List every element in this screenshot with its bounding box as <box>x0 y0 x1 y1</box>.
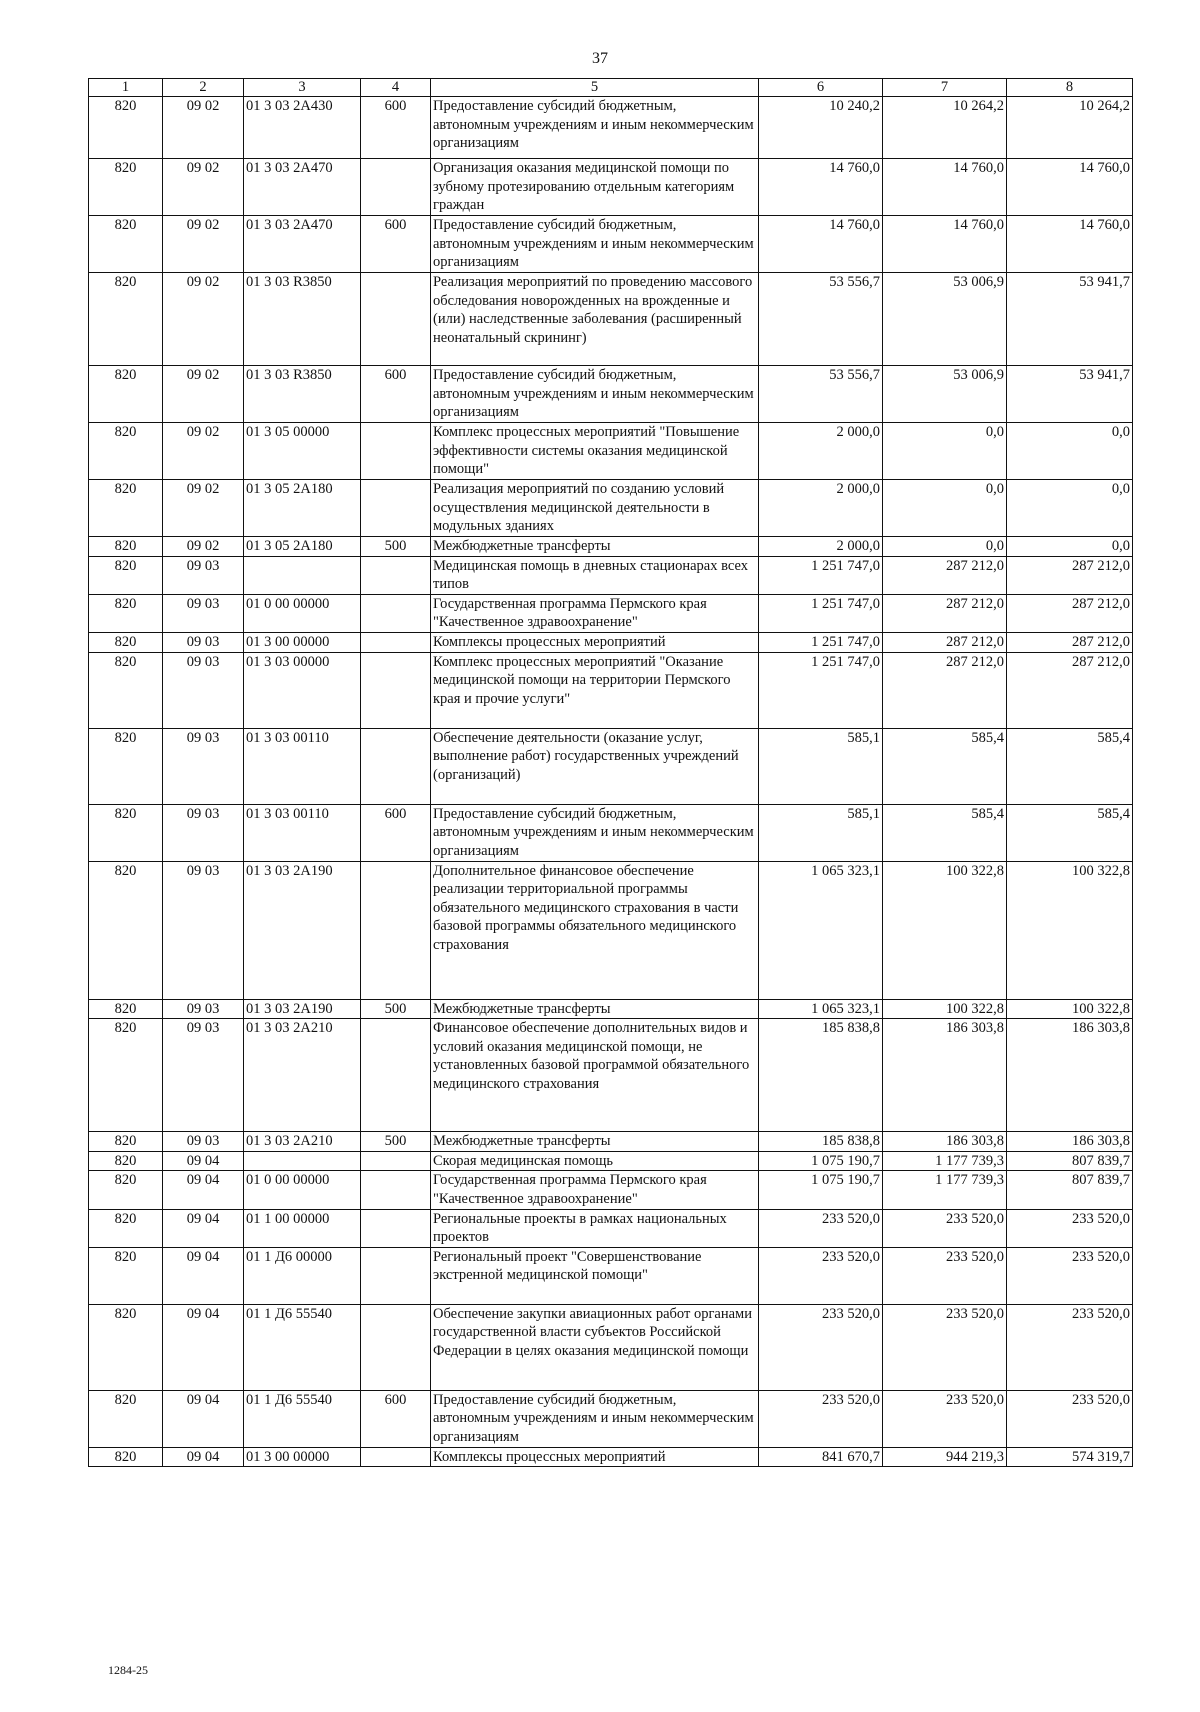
amount-year3-cell: 585,4 <box>1007 728 1133 804</box>
amount-year2-cell: 585,4 <box>883 728 1007 804</box>
amount-year3-cell: 233 520,0 <box>1007 1304 1133 1390</box>
section-code-cell: 09 02 <box>163 216 244 273</box>
expense-type-cell <box>361 1019 431 1132</box>
table-row <box>89 1209 1133 1247</box>
section-code-cell: 09 03 <box>163 652 244 728</box>
description-cell: Предоставление субсидий бюджетным, автономным учреждениям и иным некоммерческим организациям <box>431 216 759 273</box>
amount-year2-cell: 287 212,0 <box>883 556 1007 594</box>
ministry-code-cell: 820 <box>89 1132 163 1152</box>
amount-year1-cell: 185 838,8 <box>759 1132 883 1152</box>
amount-year1-cell: 14 760,0 <box>759 159 883 216</box>
amount-year3-cell: 14 760,0 <box>1007 216 1133 273</box>
description-cell: Реализация мероприятий по проведению массового обследования новорожденных на врожденные и (или) наследственные заболевания (расширенный неонатальный скрининг) <box>431 273 759 366</box>
expense-type-cell <box>361 632 431 652</box>
section-code-cell: 09 04 <box>163 1247 244 1304</box>
expense-type-cell <box>361 1151 431 1171</box>
description-cell: Комплексы процессных мероприятий <box>431 632 759 652</box>
section-code-cell: 09 03 <box>163 861 244 999</box>
ministry-code-cell: 820 <box>89 652 163 728</box>
target-article-cell: 01 3 03 2А470 <box>244 159 361 216</box>
amount-year1-cell: 1 251 747,0 <box>759 652 883 728</box>
amount-year3-cell: 585,4 <box>1007 804 1133 861</box>
amount-year3-cell: 53 941,7 <box>1007 273 1133 366</box>
ministry-code-cell: 820 <box>89 480 163 537</box>
column-header: 1 <box>89 79 163 97</box>
target-article-cell: 01 0 00 00000 <box>244 1171 361 1209</box>
column-header: 8 <box>1007 79 1133 97</box>
table-row <box>89 861 1133 999</box>
amount-year2-cell: 944 219,3 <box>883 1447 1007 1467</box>
section-code-cell: 09 04 <box>163 1171 244 1209</box>
amount-year3-cell: 100 322,8 <box>1007 861 1133 999</box>
table-row <box>89 632 1133 652</box>
amount-year1-cell: 14 760,0 <box>759 216 883 273</box>
table-row <box>89 216 1133 273</box>
section-code-cell: 09 02 <box>163 480 244 537</box>
amount-year1-cell: 841 670,7 <box>759 1447 883 1467</box>
ministry-code-cell: 820 <box>89 216 163 273</box>
amount-year3-cell: 0,0 <box>1007 537 1133 557</box>
amount-year3-cell: 574 319,7 <box>1007 1447 1133 1467</box>
amount-year3-cell: 0,0 <box>1007 480 1133 537</box>
amount-year3-cell: 287 212,0 <box>1007 556 1133 594</box>
target-article-cell: 01 3 05 2А180 <box>244 537 361 557</box>
amount-year1-cell: 185 838,8 <box>759 1019 883 1132</box>
section-code-cell: 09 02 <box>163 159 244 216</box>
section-code-cell: 09 03 <box>163 632 244 652</box>
description-cell: Финансовое обеспечение дополнительных видов и условий оказания медицинской помощи, не установленных базовой программой обязательного медицинского страхования <box>431 1019 759 1132</box>
document-code: 1284-25 <box>108 1663 148 1677</box>
target-article-cell: 01 3 03 00110 <box>244 728 361 804</box>
section-code-cell: 09 02 <box>163 273 244 366</box>
ministry-code-cell: 820 <box>89 1390 163 1447</box>
amount-year3-cell: 186 303,8 <box>1007 1132 1133 1152</box>
amount-year1-cell: 585,1 <box>759 804 883 861</box>
description-cell: Скорая медицинская помощь <box>431 1151 759 1171</box>
expense-type-cell <box>361 728 431 804</box>
ministry-code-cell: 820 <box>89 861 163 999</box>
section-code-cell: 09 03 <box>163 1132 244 1152</box>
ministry-code-cell: 820 <box>89 594 163 632</box>
amount-year2-cell: 233 520,0 <box>883 1390 1007 1447</box>
amount-year2-cell: 186 303,8 <box>883 1019 1007 1132</box>
expense-type-cell <box>361 159 431 216</box>
amount-year1-cell: 1 075 190,7 <box>759 1171 883 1209</box>
ministry-code-cell: 820 <box>89 423 163 480</box>
table-row <box>89 1247 1133 1304</box>
amount-year3-cell: 0,0 <box>1007 423 1133 480</box>
amount-year2-cell: 0,0 <box>883 480 1007 537</box>
section-code-cell: 09 04 <box>163 1304 244 1390</box>
target-article-cell: 01 3 03 2А210 <box>244 1019 361 1132</box>
section-code-cell: 09 03 <box>163 999 244 1019</box>
section-code-cell: 09 04 <box>163 1151 244 1171</box>
table-row <box>89 1390 1133 1447</box>
amount-year1-cell: 2 000,0 <box>759 480 883 537</box>
section-code-cell: 09 03 <box>163 594 244 632</box>
amount-year3-cell: 233 520,0 <box>1007 1209 1133 1247</box>
amount-year1-cell: 1 251 747,0 <box>759 556 883 594</box>
target-article-cell: 01 1 00 00000 <box>244 1209 361 1247</box>
target-article-cell: 01 3 03 R3850 <box>244 366 361 423</box>
table-row <box>89 273 1133 366</box>
target-article-cell: 01 0 00 00000 <box>244 594 361 632</box>
target-article-cell: 01 3 05 00000 <box>244 423 361 480</box>
section-code-cell: 09 02 <box>163 423 244 480</box>
amount-year2-cell: 287 212,0 <box>883 632 1007 652</box>
section-code-cell: 09 03 <box>163 556 244 594</box>
description-cell: Государственная программа Пермского края "Качественное здравоохранение" <box>431 594 759 632</box>
ministry-code-cell: 820 <box>89 556 163 594</box>
description-cell: Реализация мероприятий по созданию условий осуществления медицинской деятельности в модульных зданиях <box>431 480 759 537</box>
description-cell: Предоставление субсидий бюджетным, автономным учреждениям и иным некоммерческим организациям <box>431 97 759 159</box>
table-row <box>89 556 1133 594</box>
section-code-cell: 09 04 <box>163 1390 244 1447</box>
amount-year2-cell: 100 322,8 <box>883 999 1007 1019</box>
amount-year1-cell: 233 520,0 <box>759 1304 883 1390</box>
description-cell: Комплексы процессных мероприятий <box>431 1447 759 1467</box>
ministry-code-cell: 820 <box>89 1151 163 1171</box>
expense-type-cell <box>361 1209 431 1247</box>
expense-type-cell <box>361 556 431 594</box>
expense-type-cell <box>361 594 431 632</box>
amount-year2-cell: 1 177 739,3 <box>883 1171 1007 1209</box>
description-cell: Предоставление субсидий бюджетным, автономным учреждениям и иным некоммерческим организациям <box>431 804 759 861</box>
column-header: 7 <box>883 79 1007 97</box>
description-cell: Комплекс процессных мероприятий "Повышение эффективности системы оказания медицинской помощи" <box>431 423 759 480</box>
expense-type-cell <box>361 423 431 480</box>
description-cell: Организация оказания медицинской помощи по зубному протезированию отдельным категориям граждан <box>431 159 759 216</box>
expense-type-cell <box>361 652 431 728</box>
amount-year3-cell: 807 839,7 <box>1007 1171 1133 1209</box>
amount-year1-cell: 53 556,7 <box>759 366 883 423</box>
table-row <box>89 366 1133 423</box>
table-row <box>89 999 1133 1019</box>
amount-year3-cell: 186 303,8 <box>1007 1019 1133 1132</box>
section-code-cell: 09 03 <box>163 804 244 861</box>
table-row <box>89 1304 1133 1390</box>
target-article-cell: 01 1 Д6 55540 <box>244 1304 361 1390</box>
table-row <box>89 1151 1133 1171</box>
expense-type-cell: 600 <box>361 366 431 423</box>
section-code-cell: 09 03 <box>163 728 244 804</box>
table-row <box>89 537 1133 557</box>
table-row <box>89 1447 1133 1467</box>
amount-year1-cell: 2 000,0 <box>759 423 883 480</box>
ministry-code-cell: 820 <box>89 537 163 557</box>
amount-year1-cell: 585,1 <box>759 728 883 804</box>
target-article-cell: 01 1 Д6 55540 <box>244 1390 361 1447</box>
ministry-code-cell: 820 <box>89 159 163 216</box>
expense-type-cell: 600 <box>361 97 431 159</box>
table-row <box>89 1132 1133 1152</box>
table-row <box>89 728 1133 804</box>
expense-type-cell <box>361 480 431 537</box>
amount-year2-cell: 287 212,0 <box>883 594 1007 632</box>
budget-table <box>88 78 1133 1467</box>
expense-type-cell <box>361 861 431 999</box>
description-cell: Межбюджетные трансферты <box>431 1132 759 1152</box>
target-article-cell: 01 3 05 2А180 <box>244 480 361 537</box>
table-row <box>89 1171 1133 1209</box>
amount-year2-cell: 100 322,8 <box>883 861 1007 999</box>
amount-year2-cell: 0,0 <box>883 423 1007 480</box>
ministry-code-cell: 820 <box>89 1171 163 1209</box>
description-cell: Межбюджетные трансферты <box>431 537 759 557</box>
amount-year2-cell: 233 520,0 <box>883 1247 1007 1304</box>
amount-year3-cell: 287 212,0 <box>1007 632 1133 652</box>
ministry-code-cell: 820 <box>89 273 163 366</box>
target-article-cell: 01 3 03 00000 <box>244 652 361 728</box>
amount-year2-cell: 233 520,0 <box>883 1209 1007 1247</box>
expense-type-cell: 600 <box>361 216 431 273</box>
amount-year3-cell: 53 941,7 <box>1007 366 1133 423</box>
amount-year2-cell: 287 212,0 <box>883 652 1007 728</box>
expense-type-cell <box>361 1247 431 1304</box>
amount-year1-cell: 1 075 190,7 <box>759 1151 883 1171</box>
target-article-cell: 01 3 03 2А430 <box>244 97 361 159</box>
target-article-cell: 01 3 03 R3850 <box>244 273 361 366</box>
target-article-cell <box>244 1151 361 1171</box>
column-number-row <box>89 79 1133 97</box>
expense-type-cell <box>361 1304 431 1390</box>
amount-year2-cell: 186 303,8 <box>883 1132 1007 1152</box>
ministry-code-cell: 820 <box>89 999 163 1019</box>
amount-year1-cell: 2 000,0 <box>759 537 883 557</box>
ministry-code-cell: 820 <box>89 1209 163 1247</box>
table-row <box>89 97 1133 159</box>
section-code-cell: 09 02 <box>163 537 244 557</box>
column-header: 5 <box>431 79 759 97</box>
amount-year1-cell: 10 240,2 <box>759 97 883 159</box>
expense-type-cell: 500 <box>361 537 431 557</box>
column-header: 2 <box>163 79 244 97</box>
table-row <box>89 804 1133 861</box>
amount-year2-cell: 14 760,0 <box>883 216 1007 273</box>
description-cell: Государственная программа Пермского края "Качественное здравоохранение" <box>431 1171 759 1209</box>
section-code-cell: 09 04 <box>163 1447 244 1467</box>
table-row <box>89 159 1133 216</box>
target-article-cell: 01 1 Д6 00000 <box>244 1247 361 1304</box>
target-article-cell: 01 3 00 00000 <box>244 1447 361 1467</box>
amount-year2-cell: 585,4 <box>883 804 1007 861</box>
target-article-cell: 01 3 03 00110 <box>244 804 361 861</box>
target-article-cell: 01 3 00 00000 <box>244 632 361 652</box>
expense-type-cell <box>361 1447 431 1467</box>
expense-type-cell: 500 <box>361 1132 431 1152</box>
target-article-cell <box>244 556 361 594</box>
amount-year3-cell: 807 839,7 <box>1007 1151 1133 1171</box>
ministry-code-cell: 820 <box>89 1447 163 1467</box>
expense-type-cell <box>361 273 431 366</box>
amount-year3-cell: 14 760,0 <box>1007 159 1133 216</box>
section-code-cell: 09 04 <box>163 1209 244 1247</box>
description-cell: Региональный проект "Совершенствование экстренной медицинской помощи" <box>431 1247 759 1304</box>
table-row <box>89 480 1133 537</box>
section-code-cell: 09 02 <box>163 366 244 423</box>
amount-year1-cell: 233 520,0 <box>759 1390 883 1447</box>
expense-type-cell: 600 <box>361 804 431 861</box>
expense-type-cell <box>361 1171 431 1209</box>
table-row <box>89 652 1133 728</box>
description-cell: Комплекс процессных мероприятий "Оказание медицинской помощи на территории Пермского края и прочие услуги" <box>431 652 759 728</box>
amount-year2-cell: 1 177 739,3 <box>883 1151 1007 1171</box>
description-cell: Региональные проекты в рамках национальных проектов <box>431 1209 759 1247</box>
column-header: 3 <box>244 79 361 97</box>
description-cell: Медицинская помощь в дневных стационарах всех типов <box>431 556 759 594</box>
amount-year1-cell: 1 251 747,0 <box>759 632 883 652</box>
expense-type-cell: 500 <box>361 999 431 1019</box>
amount-year3-cell: 287 212,0 <box>1007 594 1133 632</box>
amount-year1-cell: 1 065 323,1 <box>759 861 883 999</box>
amount-year2-cell: 0,0 <box>883 537 1007 557</box>
expense-type-cell: 600 <box>361 1390 431 1447</box>
ministry-code-cell: 820 <box>89 632 163 652</box>
amount-year3-cell: 233 520,0 <box>1007 1247 1133 1304</box>
table-row <box>89 594 1133 632</box>
amount-year3-cell: 233 520,0 <box>1007 1390 1133 1447</box>
description-cell: Обеспечение деятельности (оказание услуг, выполнение работ) государственных учреждений (организаций) <box>431 728 759 804</box>
ministry-code-cell: 820 <box>89 366 163 423</box>
ministry-code-cell: 820 <box>89 804 163 861</box>
target-article-cell: 01 3 03 2А210 <box>244 1132 361 1152</box>
amount-year1-cell: 233 520,0 <box>759 1247 883 1304</box>
amount-year3-cell: 287 212,0 <box>1007 652 1133 728</box>
amount-year2-cell: 53 006,9 <box>883 366 1007 423</box>
ministry-code-cell: 820 <box>89 1019 163 1132</box>
description-cell: Дополнительное финансовое обеспечение реализации территориальной программы обязательного медицинского страхования в части базовой программы обязательного медицинского страхования <box>431 861 759 999</box>
description-cell: Предоставление субсидий бюджетным, автономным учреждениям и иным некоммерческим организациям <box>431 366 759 423</box>
amount-year2-cell: 10 264,2 <box>883 97 1007 159</box>
target-article-cell: 01 3 03 2А190 <box>244 999 361 1019</box>
section-code-cell: 09 03 <box>163 1019 244 1132</box>
column-header: 6 <box>759 79 883 97</box>
amount-year3-cell: 100 322,8 <box>1007 999 1133 1019</box>
page-number: 37 <box>592 50 608 67</box>
section-code-cell: 09 02 <box>163 97 244 159</box>
column-header: 4 <box>361 79 431 97</box>
ministry-code-cell: 820 <box>89 1247 163 1304</box>
table-row <box>89 1019 1133 1132</box>
target-article-cell: 01 3 03 2А190 <box>244 861 361 999</box>
ministry-code-cell: 820 <box>89 1304 163 1390</box>
description-cell: Предоставление субсидий бюджетным, автономным учреждениям и иным некоммерческим организациям <box>431 1390 759 1447</box>
amount-year2-cell: 14 760,0 <box>883 159 1007 216</box>
amount-year1-cell: 1 065 323,1 <box>759 999 883 1019</box>
description-cell: Межбюджетные трансферты <box>431 999 759 1019</box>
amount-year2-cell: 53 006,9 <box>883 273 1007 366</box>
ministry-code-cell: 820 <box>89 728 163 804</box>
amount-year3-cell: 10 264,2 <box>1007 97 1133 159</box>
amount-year1-cell: 233 520,0 <box>759 1209 883 1247</box>
amount-year1-cell: 1 251 747,0 <box>759 594 883 632</box>
description-cell: Обеспечение закупки авиационных работ органами государственной власти субъектов Российской Федерации в целях оказания медицинской помощи <box>431 1304 759 1390</box>
table-row <box>89 423 1133 480</box>
ministry-code-cell: 820 <box>89 97 163 159</box>
amount-year2-cell: 233 520,0 <box>883 1304 1007 1390</box>
amount-year1-cell: 53 556,7 <box>759 273 883 366</box>
target-article-cell: 01 3 03 2А470 <box>244 216 361 273</box>
